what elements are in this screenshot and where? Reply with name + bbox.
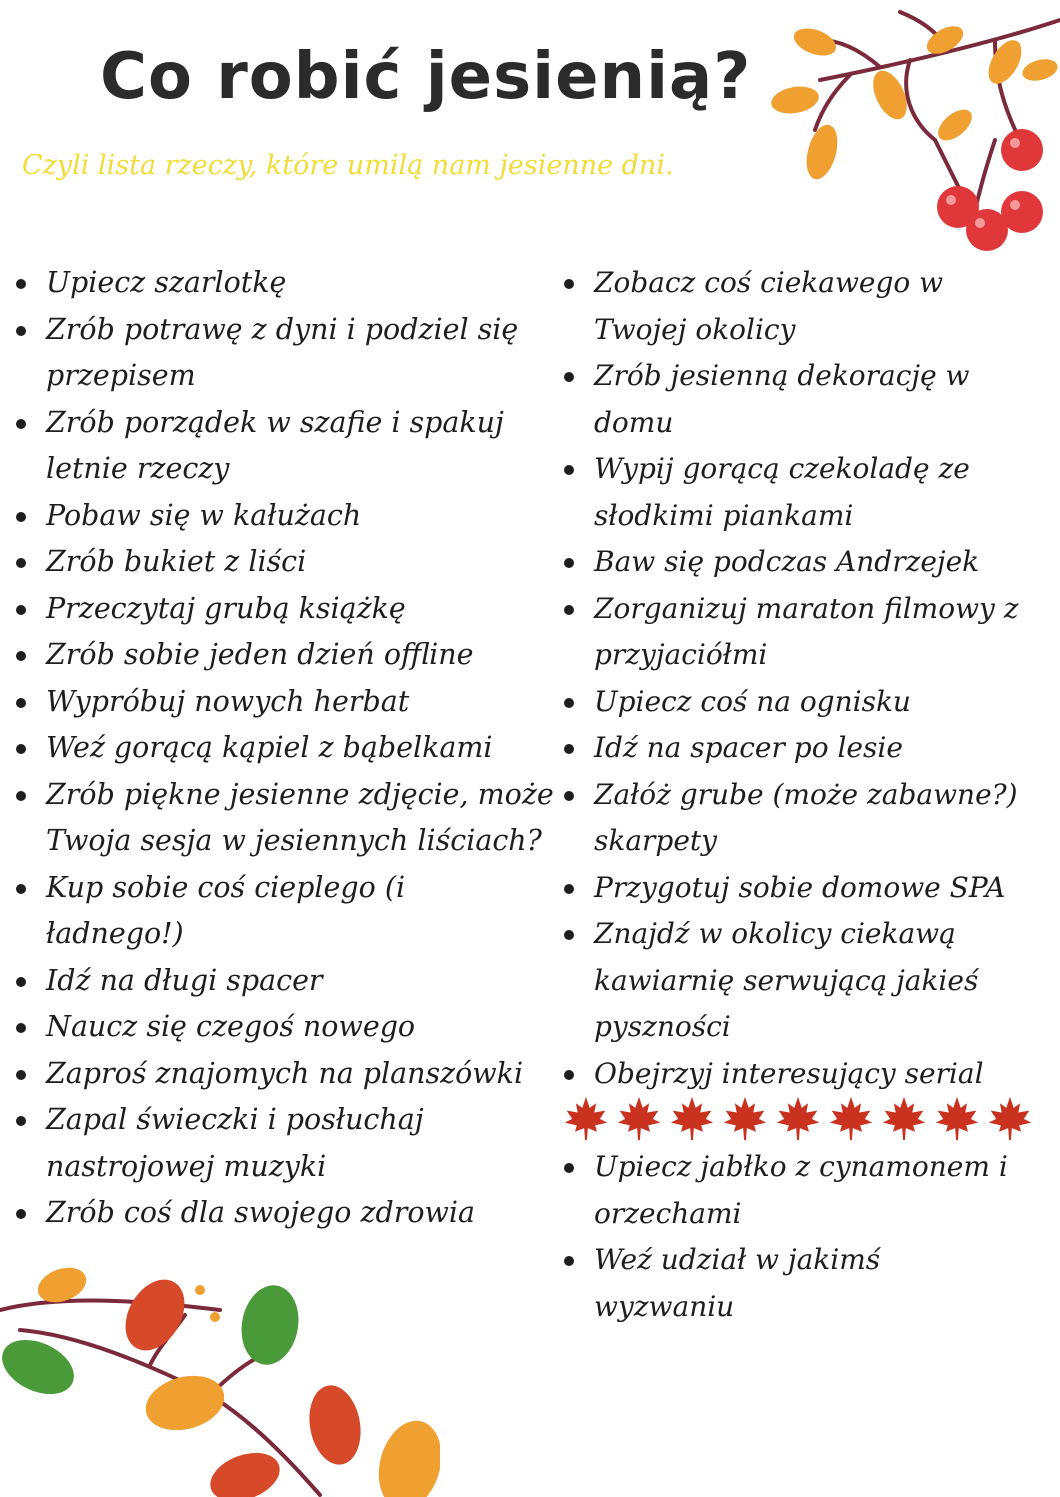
item-text-line: Upiecz szarlotkę xyxy=(46,266,287,299)
maple-leaf-icon xyxy=(828,1095,874,1141)
bullet-icon xyxy=(564,744,574,754)
list-item xyxy=(14,307,559,400)
bullet-icon xyxy=(564,930,574,940)
bullet-icon xyxy=(16,698,26,708)
bullet-icon xyxy=(564,465,574,475)
item-text-line: Idź na spacer po lesie xyxy=(594,731,903,764)
branch-berries-decoration xyxy=(760,0,1060,260)
item-text-line: Zrób porządek w szafie i spakuj xyxy=(46,405,504,439)
item-text-line: Upiecz coś na ognisku xyxy=(594,684,911,718)
list-item xyxy=(14,586,559,633)
item-text-line: Przeczytaj grubą książkę xyxy=(46,591,406,625)
item-text-line: Weź udział w jakimś xyxy=(594,1243,881,1276)
maple-leaf-icon xyxy=(934,1095,980,1141)
bullet-icon xyxy=(564,605,574,615)
bullet-icon xyxy=(16,605,26,615)
item-text-line: skarpety xyxy=(594,824,717,857)
list-item xyxy=(562,446,1057,539)
maple-leaf-icon xyxy=(616,1095,662,1141)
item-text-line: Upiecz jabłko z cynamonem i xyxy=(594,1150,1008,1183)
list-item xyxy=(14,679,559,726)
extra-activity-list xyxy=(562,1144,1057,1330)
item-text-line: Baw się podczas Andrzejek xyxy=(594,545,980,578)
bullet-icon xyxy=(564,698,574,708)
list-item xyxy=(14,865,559,958)
bullet-icon xyxy=(564,558,574,568)
item-text-line: Przygotuj sobie domowe SPA xyxy=(594,870,1006,904)
list-item xyxy=(14,493,559,540)
maple-leaf-icon xyxy=(669,1095,715,1141)
bullet-icon xyxy=(16,744,26,754)
bullet-icon xyxy=(16,651,26,661)
maple-leaf-icon xyxy=(722,1095,768,1141)
page-title: Co robić jesienią? xyxy=(100,40,752,114)
list-item xyxy=(562,260,1057,353)
bullet-icon xyxy=(16,1023,26,1033)
item-text-line: Naucz się czegoś nowego xyxy=(46,1010,416,1043)
list-item xyxy=(562,586,1057,679)
item-text-line: pyszności xyxy=(594,1010,731,1043)
item-text-line: Zrób jesienną dekorację w xyxy=(594,359,970,392)
item-text-line: Kup sobie coś cieplego (i xyxy=(46,870,406,904)
left-activity-list xyxy=(14,260,559,1237)
item-text-line: Obejrzyj interesujący serial xyxy=(594,1056,984,1090)
item-text-line: Zrób coś dla swojego zdrowia xyxy=(46,1196,475,1229)
item-text-line: przyjaciółmi xyxy=(594,638,768,671)
bullet-icon xyxy=(564,372,574,382)
list-item xyxy=(14,539,559,586)
item-text-line: wyzwaniu xyxy=(594,1289,735,1323)
list-item xyxy=(14,772,559,865)
list-item xyxy=(562,679,1057,726)
item-text-line: nastrojowej muzyki xyxy=(46,1149,327,1183)
maple-leaf-icon xyxy=(987,1095,1033,1141)
list-item xyxy=(562,911,1057,1051)
list-item xyxy=(14,260,559,307)
list-item xyxy=(562,353,1057,446)
item-text-line: Pobaw się w kałużach xyxy=(46,498,362,532)
item-text-line: Załóż grube (może zabawne?) xyxy=(594,777,1018,811)
bullet-icon xyxy=(16,1070,26,1080)
item-text-line: Zaproś znajomych na planszówki xyxy=(46,1056,524,1090)
list-item xyxy=(14,1097,559,1190)
bullet-icon xyxy=(16,326,26,336)
bullet-icon xyxy=(564,884,574,894)
list-item xyxy=(562,865,1057,912)
bullet-icon xyxy=(16,512,26,522)
bullet-icon xyxy=(564,1256,574,1266)
bullet-icon xyxy=(16,1116,26,1126)
bullet-icon xyxy=(16,279,26,289)
list-item xyxy=(14,632,559,679)
list-item xyxy=(562,772,1057,865)
item-text-line: przepisem xyxy=(46,359,196,392)
item-text-line: Idź na długi spacer xyxy=(46,963,323,997)
list-item xyxy=(562,539,1057,586)
item-text-line: Zobacz coś ciekawego w xyxy=(594,266,944,299)
item-text-line: Zapal świeczki i posłuchaj xyxy=(46,1103,424,1136)
leaf-icons xyxy=(0,1261,440,1497)
list-item xyxy=(14,1190,559,1237)
item-text-line: Zorganizuj maraton filmowy z xyxy=(594,591,1019,625)
maple-leaf-icon xyxy=(775,1095,821,1141)
item-text-line: Wypróbuj nowych herbat xyxy=(46,684,410,718)
item-text-line: Znajdź w okolicy ciekawą xyxy=(594,917,956,950)
bullet-icon xyxy=(16,1209,26,1219)
maple-leaf-icon xyxy=(563,1095,609,1141)
item-text-line: Zrób sobie jeden dzień offline xyxy=(46,638,474,671)
item-text-line: domu xyxy=(594,405,674,439)
bullet-icon xyxy=(564,1163,574,1173)
item-text-line: Twojej okolicy xyxy=(594,312,796,346)
bullet-icon xyxy=(16,419,26,429)
item-text-line: Twoja sesja w jesiennych liściach? xyxy=(46,824,542,857)
list-item xyxy=(562,1144,1057,1237)
item-text-line: Weź gorącą kąpiel z bąbelkami xyxy=(46,731,493,764)
item-text-line: Zrób bukiet z liści xyxy=(46,545,307,578)
list-item xyxy=(14,1004,559,1051)
list-item xyxy=(14,400,559,493)
item-text-line: Wypij gorącą czekoladę ze xyxy=(594,452,970,485)
item-text-line: letnie rzeczy xyxy=(46,452,230,485)
bullet-icon xyxy=(16,977,26,987)
item-text-line: ładnego!) xyxy=(46,917,184,950)
item-text-line: Zrób potrawę z dyni i podziel się xyxy=(46,312,519,346)
berry-icons xyxy=(937,129,1043,251)
bullet-icon xyxy=(564,791,574,801)
list-item xyxy=(14,725,559,772)
maple-leaf-divider xyxy=(563,1091,1033,1145)
subtitle: Czyli lista rzeczy, które umilą nam jesienne dni. xyxy=(22,150,674,181)
bullet-icon xyxy=(16,791,26,801)
item-text-line: Zrób piękne jesienne zdjęcie, może xyxy=(46,777,554,811)
bullet-icon xyxy=(16,558,26,568)
list-item xyxy=(562,1237,1057,1330)
bullet-icon xyxy=(564,1070,574,1080)
list-item xyxy=(562,725,1057,772)
bullet-icon xyxy=(16,884,26,894)
item-text-line: kawiarnię serwującą jakieś xyxy=(594,963,979,997)
item-text-line: słodkimi piankami xyxy=(594,498,854,532)
item-text-line: orzechami xyxy=(594,1196,742,1230)
list-item xyxy=(14,958,559,1005)
bullet-icon xyxy=(564,279,574,289)
list-item xyxy=(14,1051,559,1098)
maple-leaf-icon xyxy=(881,1095,927,1141)
right-activity-list xyxy=(562,260,1057,1097)
autumn-leaves-decoration xyxy=(0,1255,440,1497)
